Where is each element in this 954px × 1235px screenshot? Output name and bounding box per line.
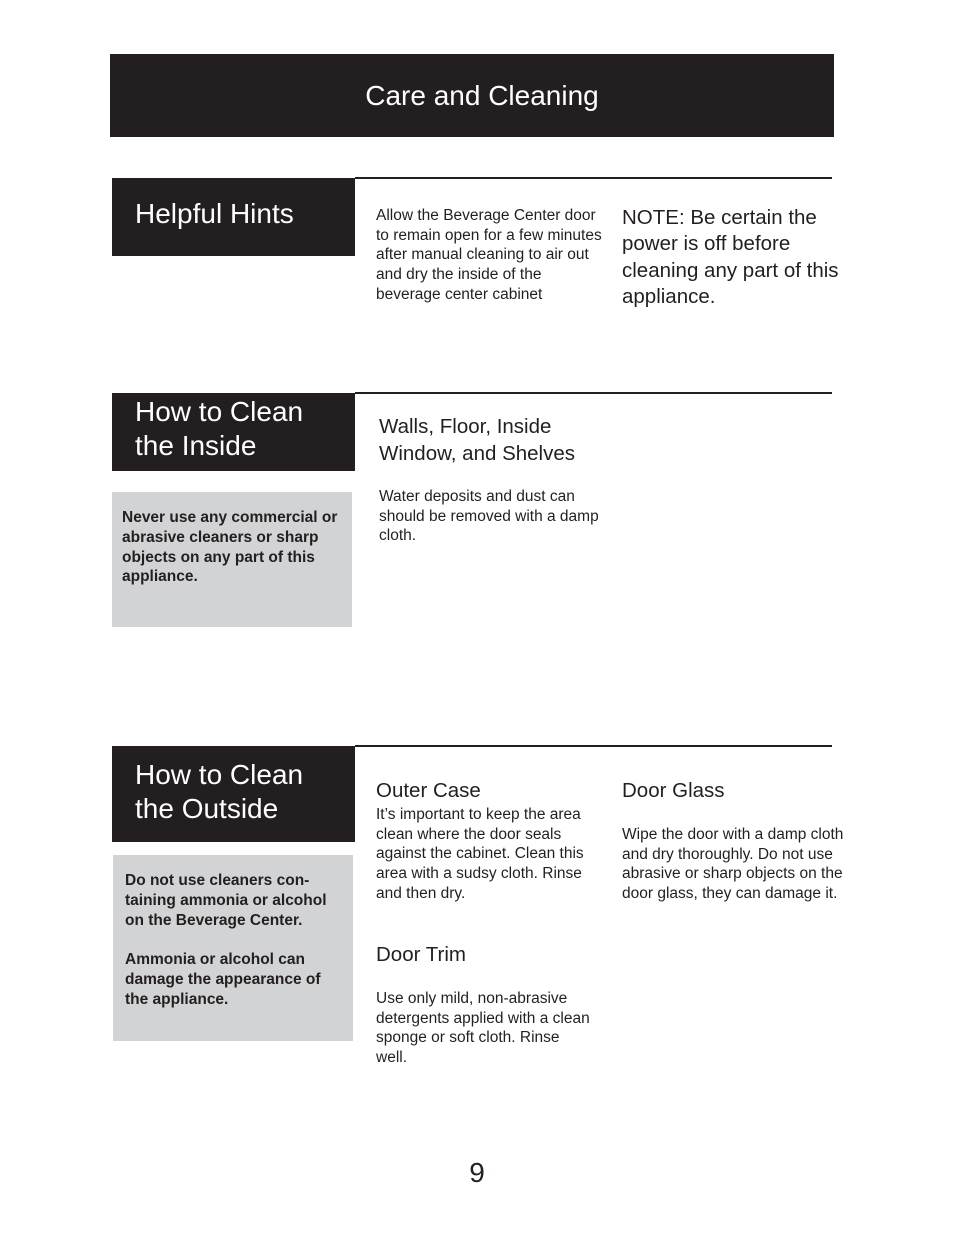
door-glass-body: Wipe the door with a damp cloth and dry thoroughly. Do not use abrasive or sharp objects on the door glass, they can damage it. <box>622 826 844 903</box>
door-trim-body: Use only mild, non-abrasive detergents applied with a clean sponge or soft cloth. Rinse well. <box>376 990 590 1067</box>
outer-case-body: It’s important to keep the area clean where the door seals against the cabinet. Clean this area with a sudsy cloth. Rinse and then dry. <box>376 806 584 902</box>
clean-inside-heading-line2: the Inside <box>135 430 257 461</box>
helpful-hints-heading <box>112 178 355 256</box>
inside-warning-box <box>112 492 352 627</box>
outside-warning-text-2: Ammonia or alcohol can damage the appearance of the appliance. <box>125 951 321 1008</box>
clean-outside-heading <box>112 746 355 842</box>
clean-outside-heading-line1: How to Clean <box>135 759 304 790</box>
section-divider <box>355 177 832 179</box>
clean-inside-heading-line1: How to Clean <box>135 396 304 427</box>
door-trim-heading: Door Trim <box>376 943 466 966</box>
page-title-bar <box>110 54 834 137</box>
helpful-hints-heading-text: Helpful Hints <box>135 198 294 229</box>
walls-floor-body: Water deposits and dust can should be removed with a damp cloth. <box>379 488 599 545</box>
outside-warning-text-1: Do not use cleaners con-taining ammonia or alcohol on the Beverage Center. <box>125 872 327 929</box>
clean-inside-heading <box>112 393 355 471</box>
walls-floor-subheading-line2: Window, and Shelves <box>379 442 576 465</box>
walls-floor-subheading-line1: Walls, Floor, Inside <box>379 415 552 438</box>
section-divider <box>355 392 832 394</box>
helpful-hints-body: Allow the Beverage Center door to remain open for a few minutes after manual cleaning to air out and dry the inside of the beverage center cabinet <box>376 207 602 303</box>
outer-case-heading: Outer Case <box>376 779 481 802</box>
door-glass-heading: Door Glass <box>622 779 725 802</box>
power-off-note: NOTE: Be certain the power is off before cleaning any part of this appliance. <box>622 206 839 308</box>
walls-floor-subheading <box>379 413 639 467</box>
outside-warning-box <box>113 855 353 1041</box>
clean-outside-heading-line2: the Outside <box>135 793 279 824</box>
section-divider <box>355 745 832 747</box>
page-number: 9 <box>469 1157 485 1188</box>
inside-warning-text: Never use any commercial or abrasive cleaners or sharp objects on any part of this appliance. <box>122 509 338 586</box>
page-title: Care and Cleaning <box>365 79 599 111</box>
